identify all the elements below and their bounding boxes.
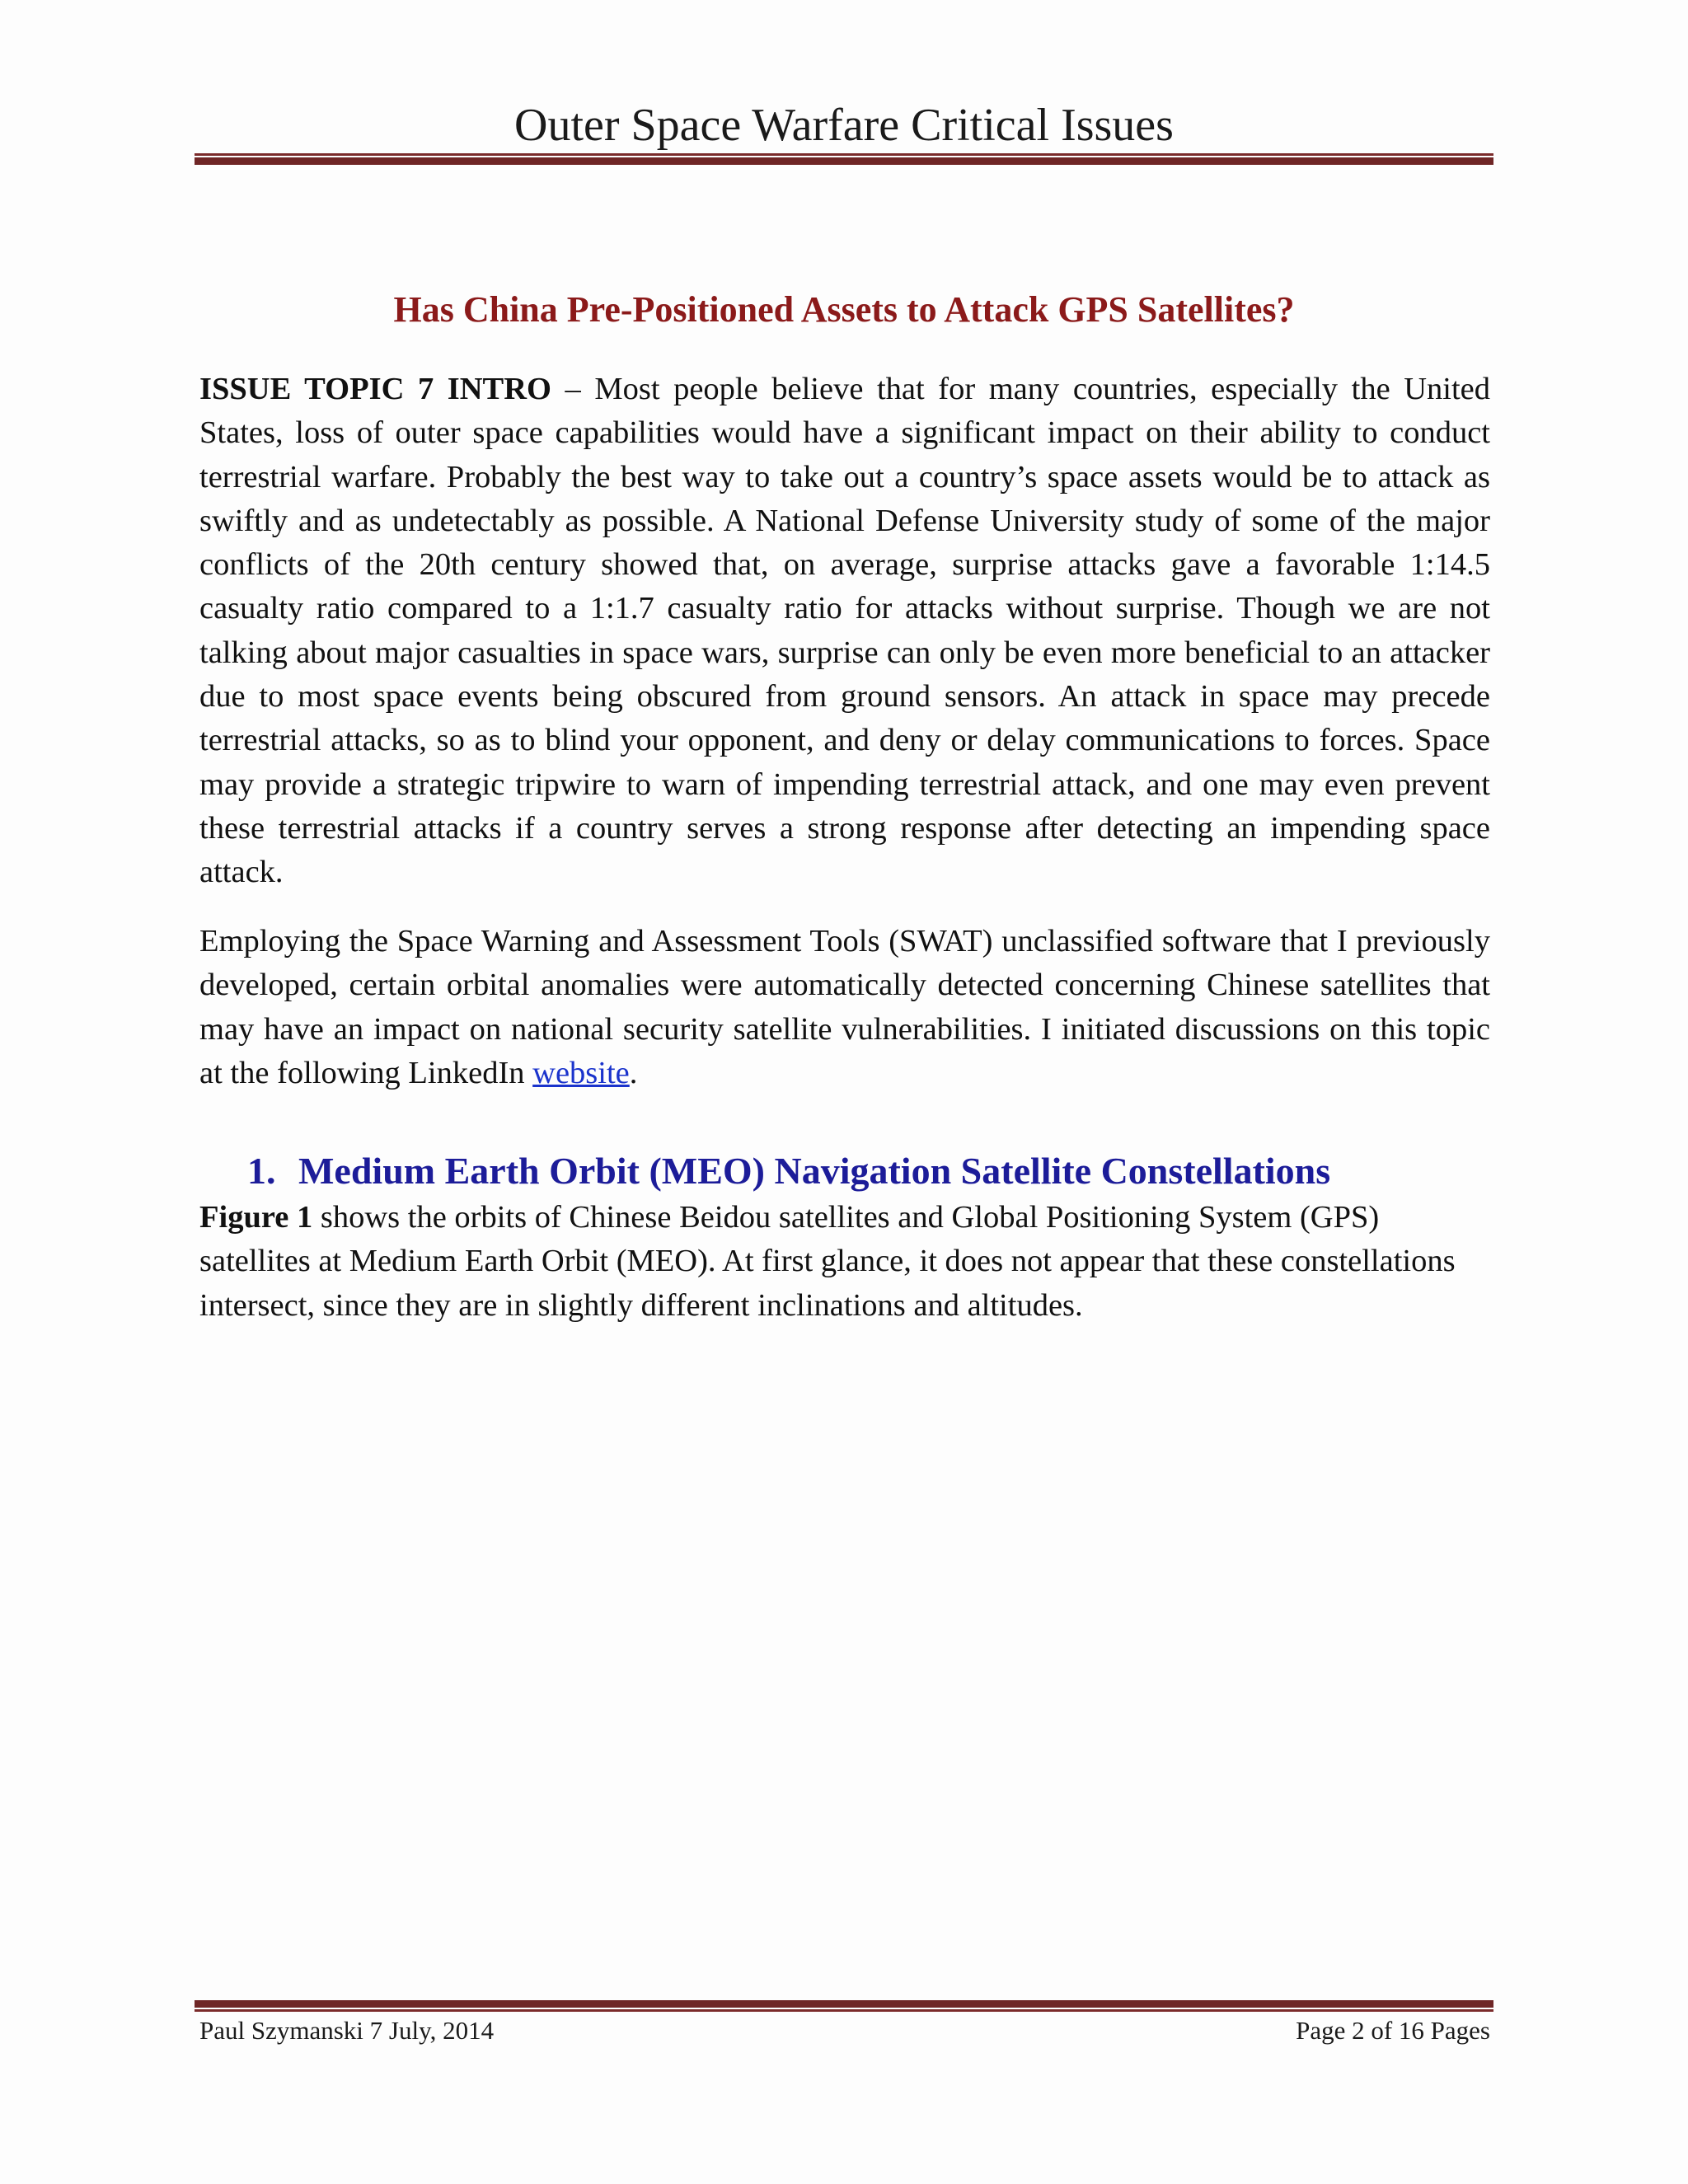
linkedin-website-link[interactable]: website (532, 1055, 630, 1090)
intro-text: – Most people believe that for many countries, especially the United States, loss of outer space capabilities would have a significant impact on their ability to conduct terrestrial warfare. Probably the best way to take out a country’s space assets would be to attack as swiftly and as undetectably as possible. A National Defense University study of some of the major conflicts of the 20th century showed that, on average, surprise attacks gave a favorable 1:14.5 casualty ratio compared to a 1:1.7 casualty ratio for attacks without surprise. Though we are not talking about major casualties in space wars, surprise can only be even more beneficial to an attacker due to most space events being obscured from ground sensors. An attack in space may precede terrestrial attacks, so as to blind your opponent, and deny or delay communications to forces. Space may provide a strategic tripwire to warn of impending terrestrial attack, and one may even prevent these terrestrial attacks if a country serves a strong response after detecting an impending space attack. (199, 372, 1491, 890)
footer-author-date: Paul Szymanski 7 July, 2014 (199, 2016, 495, 2045)
section-text: shows the orbits of Chinese Beidou satellites and Global Positioning System (GPS) satellites at Medium Earth Orbit (MEO). At first glance, it does not appear that these constellations intersect, since they are in slightly different inclinations and altitudes. (199, 1200, 1456, 1323)
intro-paragraph (199, 368, 1490, 895)
section-paragraph (199, 1196, 1490, 1328)
intro-lead: ISSUE TOPIC 7 INTRO (199, 372, 551, 406)
section-number: 1. (247, 1150, 276, 1192)
header-rule-thin (195, 153, 1493, 156)
swat-end: . (629, 1055, 638, 1090)
document-title: Has China Pre-Positioned Assets to Attack GPS Satellites? (393, 289, 1295, 330)
footer-page-number: Page 2 of 16 Pages (1296, 2016, 1490, 2045)
swat-paragraph (199, 920, 1490, 1095)
section-heading-text: Medium Earth Orbit (MEO) Navigation Satellite Constellations (298, 1150, 1331, 1192)
footer-rule-thick (195, 2000, 1493, 2008)
header-rule-thick (195, 157, 1493, 165)
running-header-title: Outer Space Warfare Critical Issues (514, 100, 1174, 151)
figure-reference: Figure 1 (199, 1200, 313, 1235)
section-heading (247, 1144, 1330, 1198)
footer-rule-thin (195, 2009, 1493, 2012)
swat-text: Employing the Space Warning and Assessment Tools (SWAT) unclassified software that I previously developed, certain orbital anomalies were automatically detected concerning Chinese satellites that may have an impact on national security satellite vulnerabilities. I initiated discussions on this topic at the following LinkedIn (199, 924, 1490, 1090)
